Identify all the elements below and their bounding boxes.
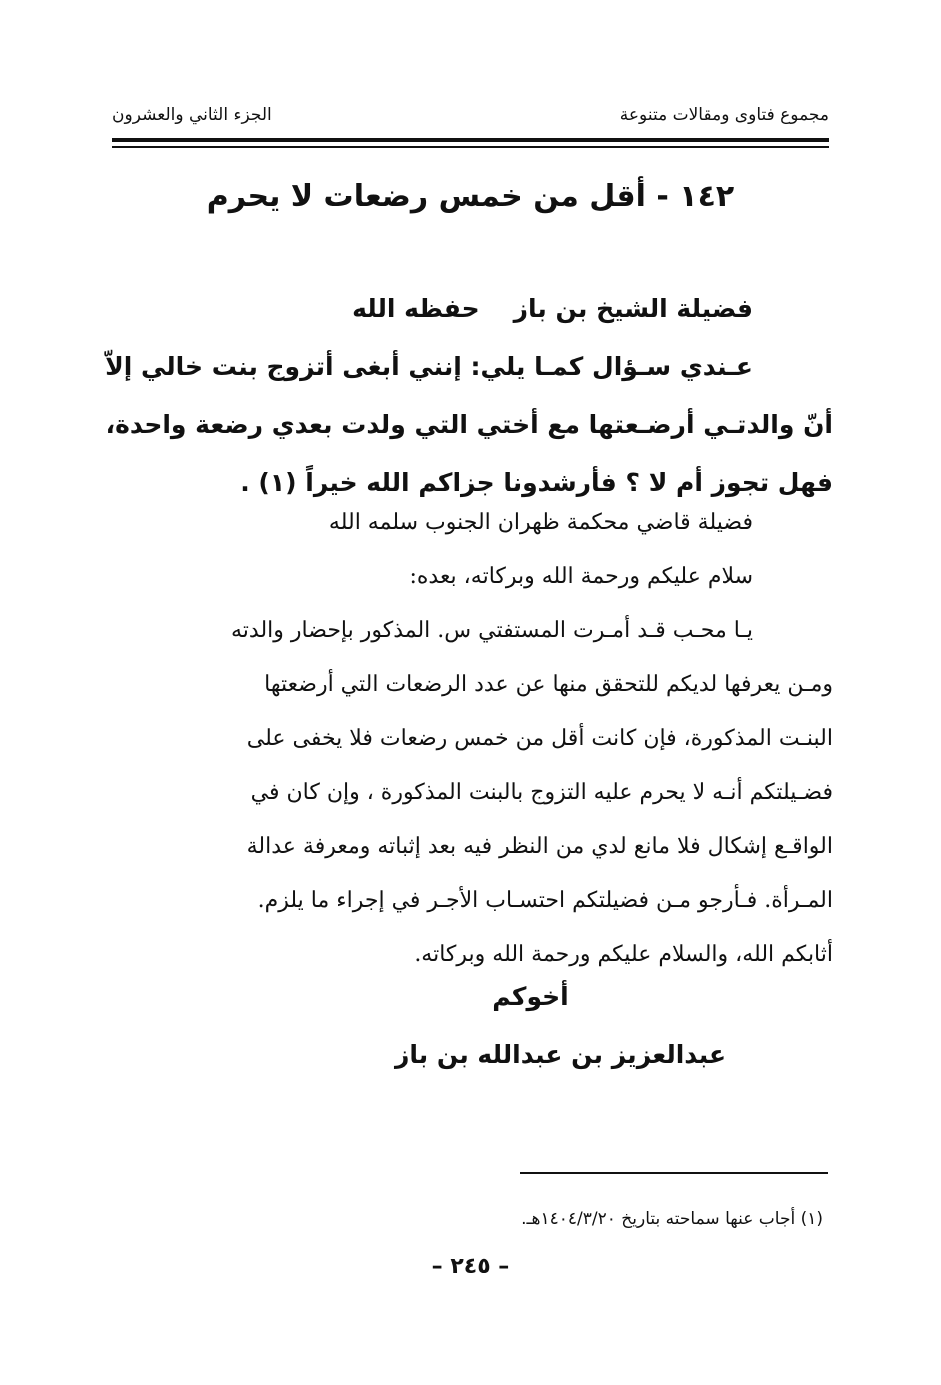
question-addressee: فضيلة الشيخ بن باز <box>513 294 753 323</box>
footnote: (١) أجاب عنها سماحته بتاريخ ١٤٠٤/٣/٢٠هـ. <box>521 1209 823 1229</box>
answer-line-2: ومـن يعرفها لديكم للتحقق منها عن عدد الرضعات التي أرضعتها <box>264 672 833 697</box>
sign-off: أخوكم <box>492 982 569 1011</box>
answer-line-3: البنـت المذكورة، فإن كانت أقل من خمس رضعات فلا يخفى على <box>246 726 833 751</box>
question-block <box>105 280 833 512</box>
header-rule-thin <box>112 146 829 148</box>
footnote-rule <box>520 1172 828 1174</box>
answer-line-4: فضـيلتكم أنـه لا يحرم عليه التزوج بالبنت المذكورة ، وإن كان في <box>250 780 833 805</box>
answer-line-1: يـا محـب قـد أمـرت المستفتي س. المذكور بإحضار والدته <box>231 618 753 643</box>
volume-label: الجزء الثاني والعشرون <box>112 105 272 125</box>
answer-addressee: فضيلة قاضي محكمة ظهران الجنوب سلمه الله <box>328 510 753 535</box>
answer-line-6: المـرأة. فـأرجو مـن فضيلتكم احتسـاب الأجـر في إجراء ما يلزم. <box>257 888 833 913</box>
running-header <box>112 100 829 130</box>
page-number: – ٢٤٥ – <box>431 1254 510 1279</box>
question-line-2: أنّ والدتـي أرضـعتها مع أختي التي ولدت بعدي رضعة واحدة، <box>105 410 833 439</box>
answer-line-5: الواقـع إشكال فلا مانع لدي من النظر فيه بعد إثباته ومعرفة عدالة <box>246 834 833 859</box>
question-addressee-line <box>108 280 833 338</box>
question-line-3: فهل تجوز أم لا ؟ فأرشدونا جزاكم الله خيراً (١) . <box>240 468 833 497</box>
closing-block <box>112 968 829 1084</box>
question-honorific: حفظه الله <box>352 294 480 323</box>
question-line-1: عـندي سـؤال كمـا يلي: إنني أبغى أتزوج بنت خالي إلاّ <box>105 352 753 381</box>
answer-line-7: أثابكم الله، والسلام عليكم ورحمة الله وبركاته. <box>414 942 833 967</box>
book-title: مجموع فتاوى ومقالات متنوعة <box>619 105 829 125</box>
answer-letter <box>108 496 833 982</box>
answer-greeting: سلام عليكم ورحمة الله وبركاته، بعده: <box>409 564 753 589</box>
fatwa-title: ١٤٢ - أقل من خمس رضعات لا يحرم <box>206 179 735 214</box>
signature: عبدالعزيز بن عبدالله بن باز <box>394 1040 727 1069</box>
header-rule-thick <box>112 138 829 142</box>
